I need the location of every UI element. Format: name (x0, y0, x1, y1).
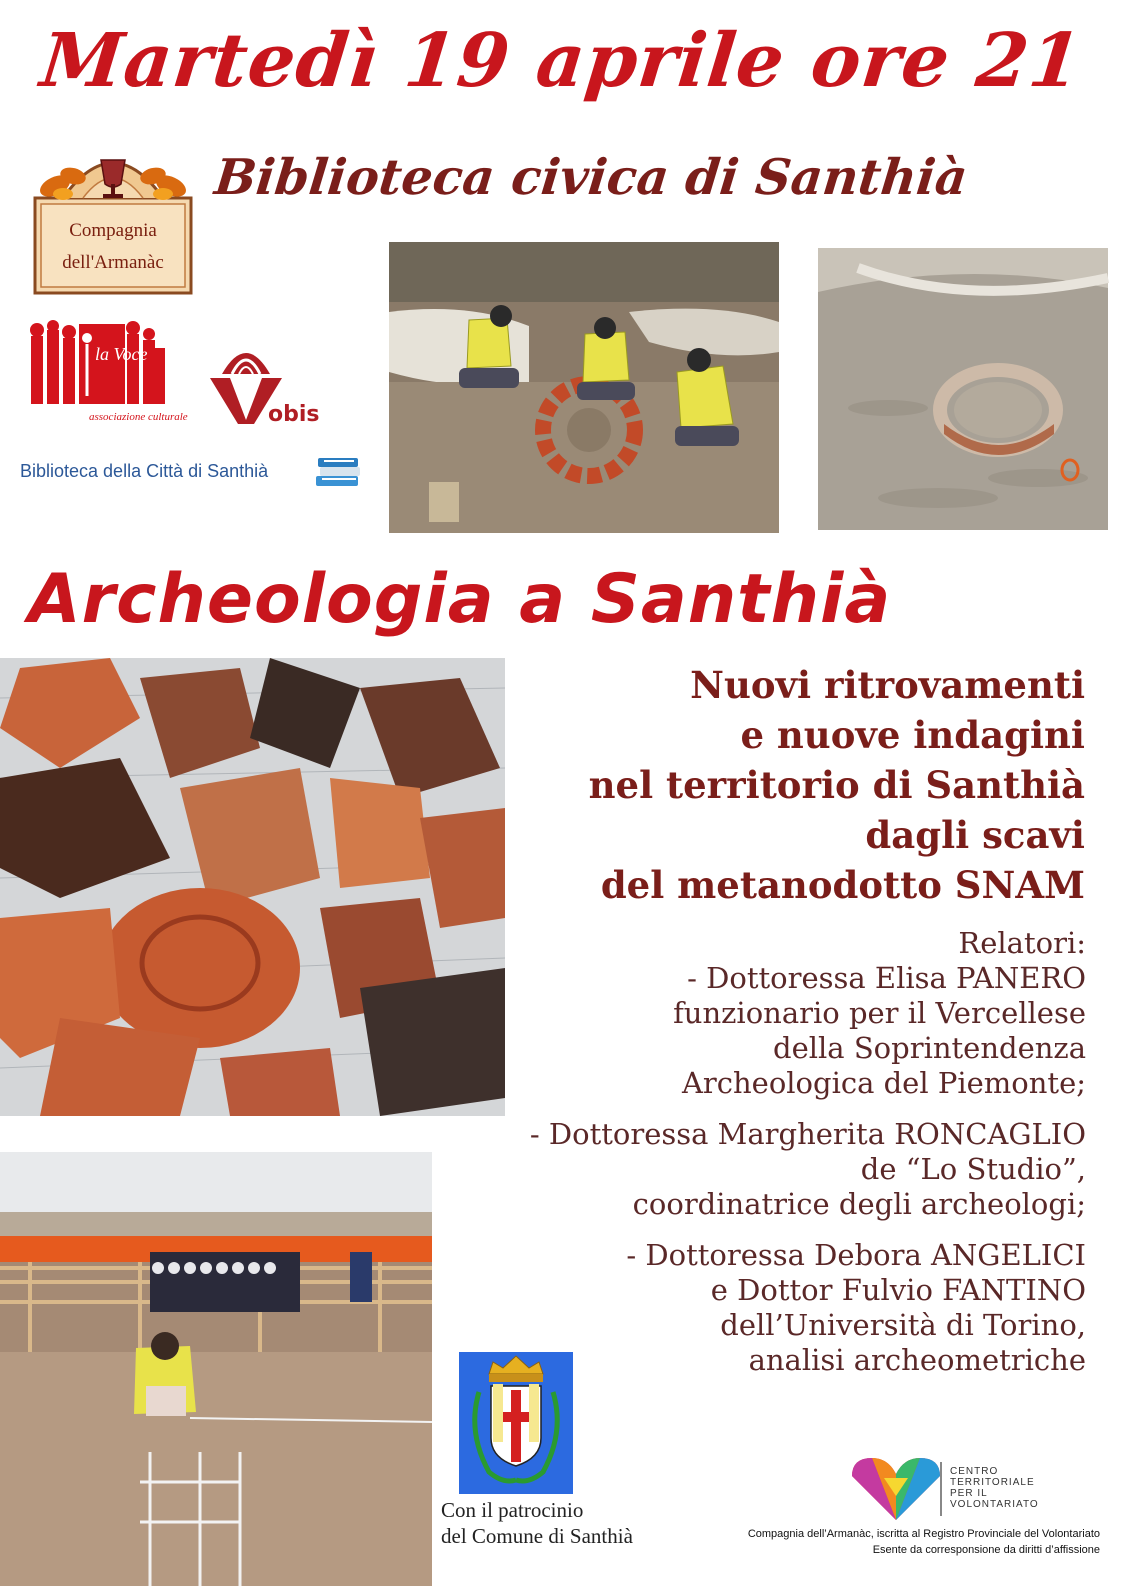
biblioteca-logo (20, 452, 365, 492)
venue-heading: Biblioteca civica di Santhià (211, 148, 971, 206)
armanac-logo (33, 138, 193, 295)
footer-text (640, 1526, 1100, 1558)
speaker-line: - Dottoressa Debora ANGELICI (626, 1238, 1086, 1272)
excavation-photo (389, 242, 779, 533)
subtitle-line: Nuovi ritrovamenti (690, 663, 1085, 707)
armanac-logo-line1: Compagnia (69, 220, 157, 241)
patronage-line: del Comune di Santhià (441, 1524, 633, 1548)
subtitle-line: e nuove indagini (740, 713, 1085, 757)
comune-coat-of-arms (459, 1352, 573, 1494)
vobis-logo-text: obis (268, 402, 320, 427)
speaker-line: analisi archeometriche (748, 1343, 1086, 1377)
books-icon (314, 452, 364, 490)
patronage-line: Con il patrocinio (441, 1498, 584, 1522)
speaker-line: della Soprintendenza (773, 1031, 1086, 1065)
footer-line: Compagnia dell’Armanàc, iscritta al Registro Provinciale del Volontariato (747, 1528, 1100, 1540)
speaker-line: - Dottoressa Elisa PANERO (687, 961, 1086, 995)
subtitle-line: nel territorio di Santhià (588, 763, 1085, 807)
armanac-logo-line2: dell'Armanàc (62, 252, 164, 273)
speaker-line: funzionario per il Vercellese (673, 996, 1086, 1030)
subtitle-block (430, 660, 1085, 910)
vobis-logo (208, 338, 333, 426)
footer-line: Esente da corresponsione da diritti d’affissione (872, 1544, 1100, 1556)
subtitle-line: dagli scavi (865, 813, 1085, 857)
heart-icon (848, 1456, 944, 1522)
speaker-line: - Dottoressa Margherita RONCAGLIO (529, 1117, 1086, 1151)
biblioteca-logo-text: Biblioteca della Città di Santhià (20, 461, 269, 481)
speaker-line: Archeologica del Piemonte; (681, 1066, 1086, 1100)
speaker-line: dell’Università di Torino, (720, 1308, 1086, 1342)
lavoce-logo (27, 318, 188, 426)
speaker-line: de “Lo Studio”, (860, 1152, 1086, 1186)
excavation-site-photo (0, 1152, 432, 1586)
date-heading: Martedì 19 aprile ore 21 (36, 18, 1087, 104)
circular-structure-photo (818, 248, 1108, 530)
main-title: Archeologia a Santhià (28, 560, 892, 639)
speakers-block (400, 926, 1086, 1378)
ctv-logo-text: CENTRO TERRITORIALE PER IL VOLONTARIATO (950, 1466, 1039, 1510)
speaker-line: coordinatrice degli archeologi; (632, 1187, 1086, 1221)
speakers-heading: Relatori: (958, 926, 1086, 960)
lavoce-logo-title: la Voce (95, 344, 148, 364)
ctv-logo (848, 1456, 1058, 1522)
lavoce-logo-subtitle: associazione culturale (89, 411, 188, 423)
subtitle-line: del metanodotto SNAM (600, 863, 1085, 907)
speaker-line: e Dottor Fulvio FANTINO (710, 1273, 1086, 1307)
